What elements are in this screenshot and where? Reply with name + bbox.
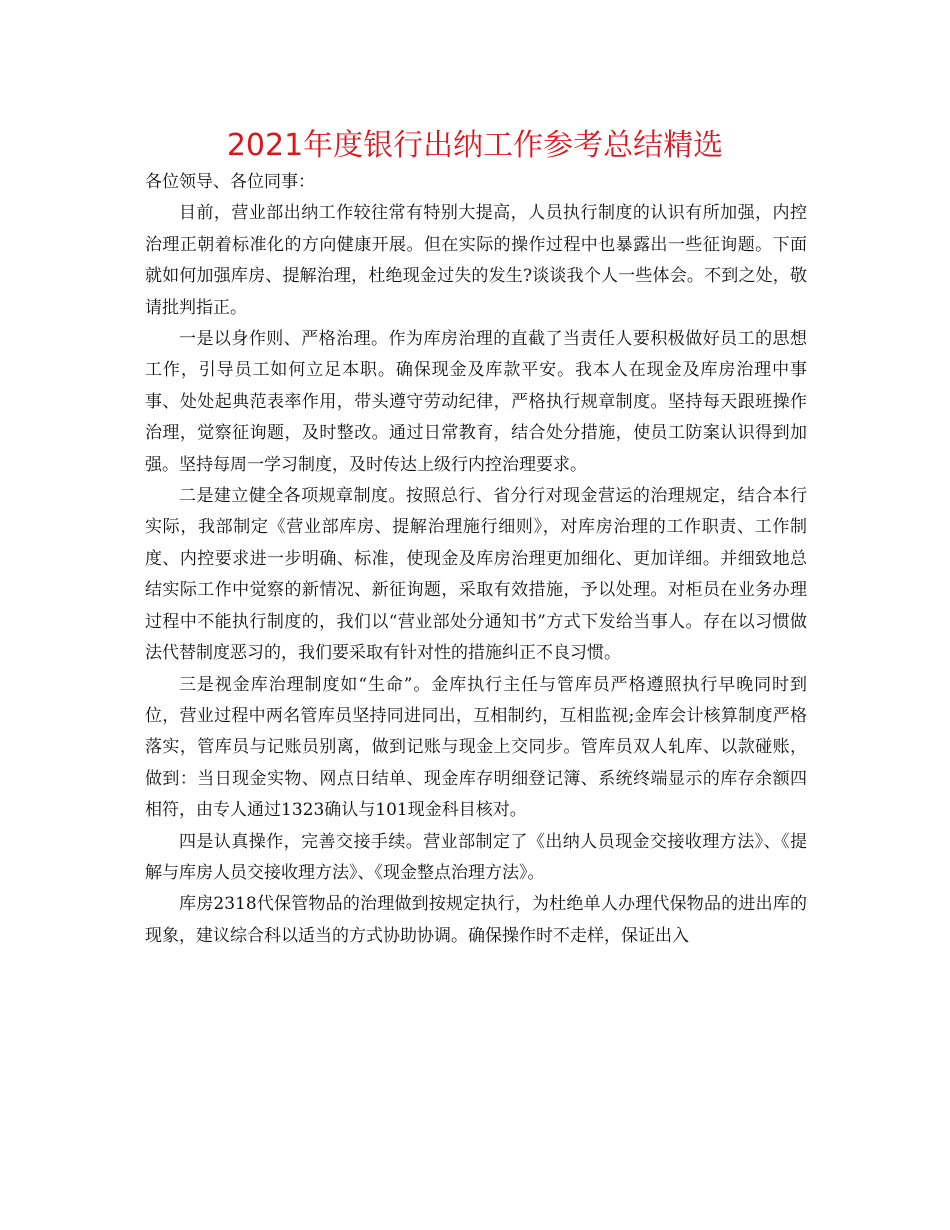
salutation: 各位领导、各位同事： [145,172,315,192]
document-title: 2021年度银行出纳工作参考总结精选 [226,128,724,163]
paragraph-point-4: 四是认真操作，完善交接手续。营业部制定了《出纳人员现金交接收理方法》、《提解与库房人员交接收理方法》、《现金整点治理方法》。 [145,831,807,883]
paragraph-storage: 库房2318代保管物品的治理做到按规定执行，为杜绝单人办理代保物品的进出库的现象，建议综合科以适当的方式协助协调。确保操作时不走样，保证出入 [145,894,807,946]
paragraph-intro: 目前，营业部出纳工作较往常有特别大提高，人员执行制度的认识有所加强，内控治理正朝着标准化的方向健康开展。但在实际的操作过程中也暴露出一些征询题。下面就如何加强库房、提解治理，杜绝现金过失的发生?谈谈我个人一些体会。不到之处，敬请批判指正。 [145,203,807,318]
paragraph-point-1: 一是以身作则、严格治理。作为库房治理的直截了当责任人要积极做好员工的思想工作，引导员工如何立足本职。确保现金及库款平安。我本人在现金及库房治理中事事、处处起典范表率作用，带头遵守劳动纪律，严格执行规章制度。坚持每天跟班操作治理，觉察征询题，及时整改。通过日常教育，结合处分措施，使员工防案认识得到加强。坚持每周一学习制度，及时传达上级行内控治理要求。 [145,329,807,475]
paragraph-point-2: 二是建立健全各项规章制度。按照总行、省分行对现金营运的治理规定，结合本行实际，我部制定《营业部库房、提解治理施行细则》，对库房治理的工作职责、工作制度、内控要求进一步明确、标准，使现金及库房治理更加细化、更加详细。并细致地总结实际工作中觉察的新情况、新征询题，采取有效措施，予以处理。对柜员在业务办理过程中不能执行制度的，我们以“营业部处分通知书”方式下发给当事人。存在以习惯做法代替制度恶习的，我们要采取有针对性的措施纠正不良习惯。 [145,486,807,664]
document-body [145,167,807,952]
paragraph-point-3: 三是视金库治理制度如“生命”。金库执行主任与管库员严格遵照执行早晚同时到位，营业过程中两名管库员坚持同进同出，互相制约，互相监视;金库会计核算制度严格落实，管库员与记账员别离，做到记账与现金上交同步。管库员双人轧库、以款碰账，做到：当日现金实物、网点日结单、现金库存明细登记簿、系统终端显示的库存余额四相符，由专人通过1323确认与101现金科目核对。 [145,674,807,821]
